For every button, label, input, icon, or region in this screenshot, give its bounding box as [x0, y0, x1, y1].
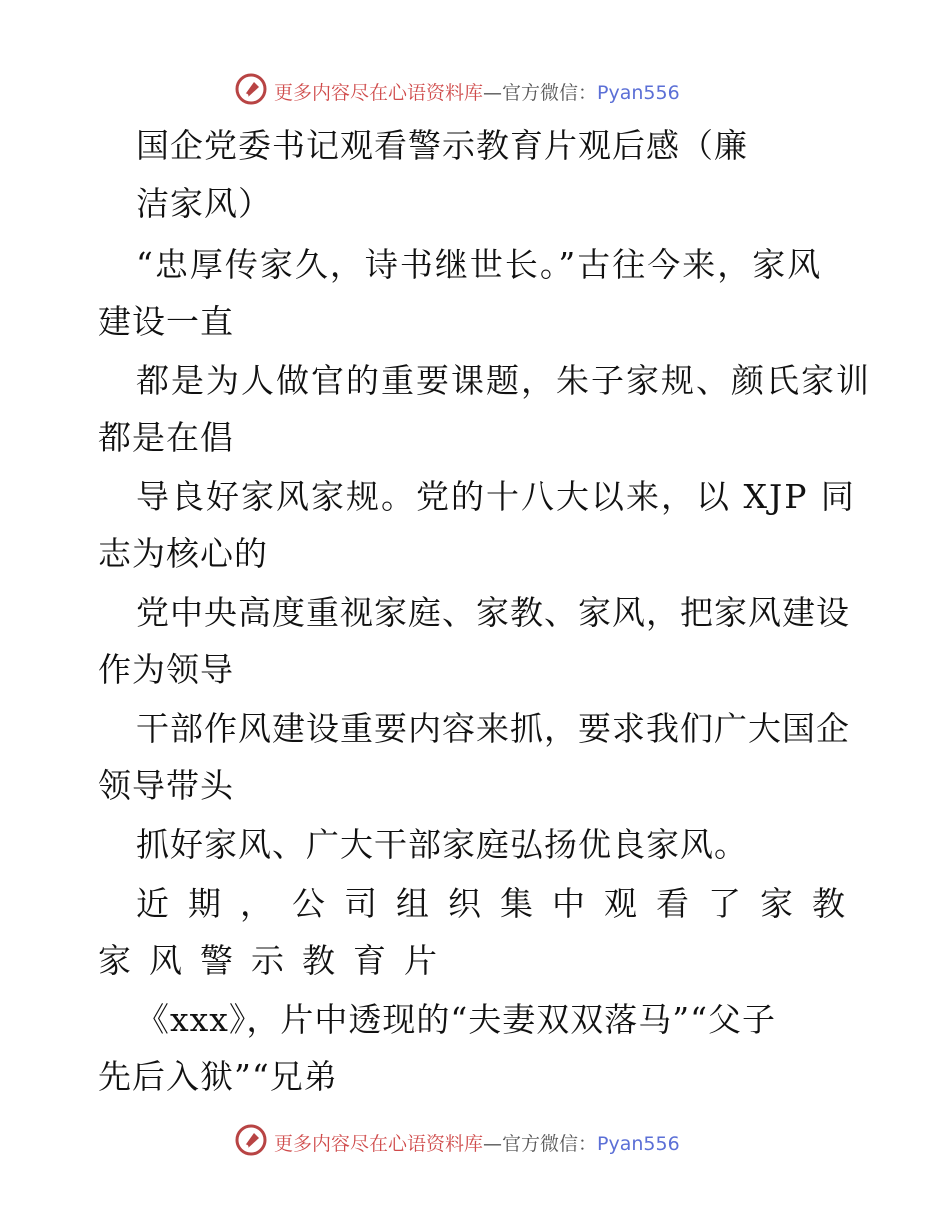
watermark-wechat-id: Pyan556: [597, 1133, 680, 1155]
document-title-line-2: 洁家风）: [136, 184, 272, 223]
text-line: 抓好家风、广大干部家庭弘扬优良家风。: [136, 825, 748, 864]
document-title-line-1: 国企党委书记观看警示教育片观后感（廉: [136, 126, 748, 165]
text-line: 家风警示教育片: [98, 941, 455, 980]
watermark-wechat-label: 官方微信：: [502, 1133, 598, 1155]
text-line: 党中央高度重视家庭、家教、家风，把家风建设: [136, 593, 850, 632]
watermark-text: [274, 78, 680, 105]
watermark-site: 更多内容尽在心语资料库: [274, 1133, 484, 1155]
text-line: “忠厚传家久，诗书继世长。”古往今来，家风: [136, 245, 823, 284]
pen-nib-icon: [234, 72, 268, 106]
text-line: 作为领导: [98, 650, 234, 689]
text-line: 都是为人做官的重要课题，朱子家规、颜氏家训: [136, 361, 871, 400]
text-line: 都是在倡: [98, 418, 234, 457]
watermark-text: [274, 1129, 680, 1156]
watermark-dash: —: [483, 82, 503, 104]
text-line: 《xxx》，片中透现的“夫妻双双落马”“父子: [136, 1000, 776, 1039]
text-line: 导良好家风家规。党的十八大以来，以 XJP 同: [136, 477, 856, 516]
watermark-footer: [0, 1121, 950, 1161]
text-line: 建设一直: [98, 302, 234, 341]
text-line: 近期，公司组织集中观看了家教: [136, 884, 864, 923]
text-line: 志为核心的: [98, 534, 268, 573]
text-line: 干部作风建设重要内容来抓，要求我们广大国企: [136, 709, 850, 748]
watermark-dash: —: [483, 1133, 503, 1155]
watermark-site: 更多内容尽在心语资料库: [274, 82, 484, 104]
watermark-header: [0, 70, 950, 110]
watermark-wechat-label: 官方微信：: [502, 82, 598, 104]
text-line: 领导带头: [98, 766, 234, 805]
text-line: 先后入狱”“兄弟: [98, 1057, 338, 1096]
watermark-wechat-id: Pyan556: [597, 82, 680, 104]
pen-nib-icon: [234, 1123, 268, 1157]
